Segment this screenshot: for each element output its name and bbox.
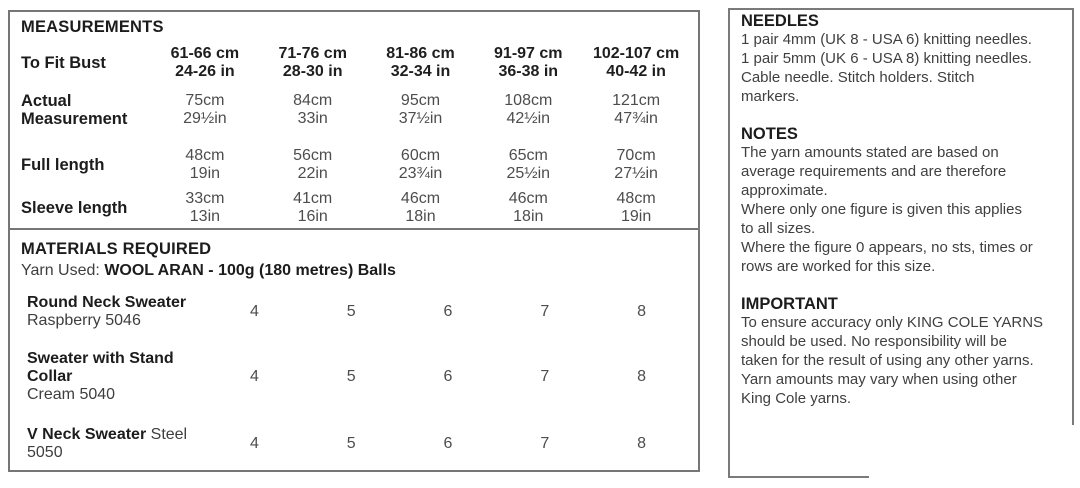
yarn-used-line (21, 262, 690, 280)
notes-text-line: Where only one figure is given this applies (741, 201, 1022, 218)
right-panel-border-bottom (728, 476, 869, 478)
measurement-cell (151, 92, 259, 128)
table-row (21, 190, 690, 226)
important-text-line: King Cole yarns. (741, 390, 852, 407)
measurement-cell (367, 190, 475, 226)
notes-text-line: approximate. (741, 182, 828, 199)
measurement-cell (367, 92, 475, 128)
balls-count: 7 (540, 368, 550, 385)
value-cm: 65cm (508, 147, 548, 164)
garment-name: V Neck Sweater (27, 426, 147, 443)
value-cm: 75cm (185, 92, 225, 109)
value-in: 22in (297, 165, 328, 182)
row-label-actual-measurement: Actual Measurement (21, 92, 128, 128)
yarn-used-value: WOOL ARAN - 100g (180 metres) Balls (104, 262, 396, 279)
balls-count: 5 (346, 435, 356, 452)
notes-title: NOTES (741, 125, 798, 143)
important-text-line: To ensure accuracy only KING COLE YARNS (741, 314, 1044, 331)
measurement-cell (582, 190, 690, 226)
notes-text-line: to all sizes. (741, 220, 816, 237)
size-cm: 91-97 cm (494, 45, 563, 62)
notes-text-line: Where the figure 0 appears, no sts, times or (741, 239, 1033, 256)
needles-text-line: Cable needle. Stitch holders. Stitch (741, 69, 975, 86)
notes-section (741, 125, 1067, 276)
balls-count: 6 (443, 435, 453, 452)
value-in: 42½in (506, 110, 551, 127)
materials-row (21, 294, 690, 330)
garment-label (21, 294, 206, 330)
garment-shade: Cream 5040 (27, 386, 116, 403)
garment-label (21, 426, 206, 462)
balls-count: 4 (249, 303, 259, 320)
measurement-cell (474, 147, 582, 183)
measurements-section (10, 12, 698, 230)
value-in: 19in (189, 165, 221, 182)
table-row (21, 92, 690, 128)
notes-text-line: The yarn amounts stated are based on (741, 144, 999, 161)
size-cm: 81-86 cm (386, 45, 455, 62)
value-in: 27½in (614, 165, 658, 182)
important-title: IMPORTANT (741, 295, 838, 313)
measurement-cell (582, 92, 690, 128)
balls-count: 8 (637, 303, 647, 320)
needles-section (741, 12, 1067, 106)
balls-count: 5 (346, 368, 356, 385)
value-cm: 70cm (616, 147, 656, 164)
balls-count: 6 (443, 303, 453, 320)
value-cm: 84cm (293, 92, 333, 109)
measurement-cell (259, 147, 367, 183)
measurements-title: MEASUREMENTS (21, 18, 164, 36)
size-column-header (582, 45, 690, 81)
balls-count: 7 (540, 303, 550, 320)
value-cm: 41cm (293, 190, 333, 207)
size-cm: 71-76 cm (278, 45, 347, 62)
size-cm: 61-66 cm (170, 45, 240, 62)
garment-name-line (27, 426, 206, 444)
materials-row (21, 350, 690, 404)
garment-shade: Raspberry 5046 (27, 312, 141, 329)
garment-name-line (27, 350, 206, 386)
notes-panel (741, 12, 1067, 408)
balls-count: 4 (249, 435, 259, 452)
needles-text-line: 1 pair 4mm (UK 8 - USA 6) knitting needles. (741, 31, 1032, 48)
size-in: 28-30 in (282, 63, 343, 80)
needles-title: NEEDLES (741, 12, 819, 30)
balls-count: 4 (249, 368, 259, 385)
yarn-used-label: Yarn Used: (21, 262, 100, 279)
needles-text-line: markers. (741, 88, 800, 105)
value-cm: 108cm (504, 92, 553, 109)
size-in: 24-26 in (175, 63, 235, 80)
measurements-materials-panel (8, 10, 700, 472)
size-in: 40-42 in (606, 63, 666, 80)
value-in: 16in (297, 208, 328, 225)
balls-count: 8 (637, 368, 647, 385)
notes-text-line: average requirements and are therefore (741, 163, 1007, 180)
to-fit-bust-label: To Fit Bust (21, 54, 106, 72)
right-panel-border-left (728, 8, 730, 478)
right-panel-border-right (1072, 8, 1074, 425)
garment-name: Round Neck Sweater (27, 294, 187, 311)
size-column-header (151, 45, 259, 81)
important-section (741, 295, 1067, 408)
balls-count: 5 (346, 303, 356, 320)
value-cm: 60cm (400, 147, 441, 164)
garment-name-line (27, 294, 206, 312)
value-cm: 95cm (400, 92, 441, 109)
value-in: 13in (189, 208, 221, 225)
garment-shade: 5050 (27, 444, 63, 461)
size-in: 36-38 in (498, 63, 559, 80)
measurement-cell (367, 147, 475, 183)
size-column-header (474, 45, 582, 81)
value-in: 18in (405, 208, 436, 225)
value-cm: 46cm (508, 190, 548, 207)
balls-count: 6 (443, 368, 453, 385)
garment-name: Sweater with Stand Collar (27, 350, 174, 385)
important-text-line: should be used. No responsibility will be (741, 333, 1007, 350)
right-panel-border-top (728, 8, 1074, 10)
measurement-cell (474, 190, 582, 226)
size-header-row (21, 45, 690, 81)
measurement-cell (151, 190, 259, 226)
measurement-cell (151, 147, 259, 183)
measurement-cell (259, 190, 367, 226)
value-in: 19in (620, 208, 652, 225)
balls-count: 7 (540, 435, 550, 452)
materials-row (21, 426, 690, 462)
value-cm: 46cm (400, 190, 441, 207)
value-in: 29½in (183, 110, 227, 127)
balls-count: 8 (637, 435, 647, 452)
value-cm: 48cm (616, 190, 656, 207)
important-text-line: Yarn amounts may vary when using other (741, 371, 1017, 388)
size-column-header (259, 45, 367, 81)
size-cm: 102-107 cm (592, 45, 680, 62)
measurement-cell (582, 147, 690, 183)
size-column-header (367, 45, 475, 81)
value-in: 33in (297, 110, 328, 127)
row-label-full-length: Full length (21, 156, 105, 174)
notes-text-line: rows are worked for this size. (741, 258, 936, 275)
value-cm: 48cm (185, 147, 225, 164)
value-in: 25½in (506, 165, 551, 182)
size-in: 32-34 in (390, 63, 451, 80)
value-cm: 121cm (612, 92, 661, 109)
needles-text-line: 1 pair 5mm (UK 6 - USA 8) knitting needles. (741, 50, 1032, 67)
table-row (21, 147, 690, 183)
materials-title: MATERIALS REQUIRED (21, 240, 212, 258)
value-cm: 33cm (185, 190, 225, 207)
value-cm: 56cm (293, 147, 333, 164)
garment-name-suffix: Steel (150, 426, 188, 443)
value-in: 47¾in (614, 110, 658, 127)
garment-label (21, 350, 206, 404)
measurement-cell (259, 92, 367, 128)
row-label-sleeve-length: Sleeve length (21, 199, 128, 217)
materials-section (10, 230, 698, 462)
value-in: 23¾in (398, 165, 443, 182)
important-text-line: taken for the result of using any other yarns. (741, 352, 1034, 369)
value-in: 37½in (398, 110, 443, 127)
value-in: 18in (513, 208, 544, 225)
measurement-cell (474, 92, 582, 128)
